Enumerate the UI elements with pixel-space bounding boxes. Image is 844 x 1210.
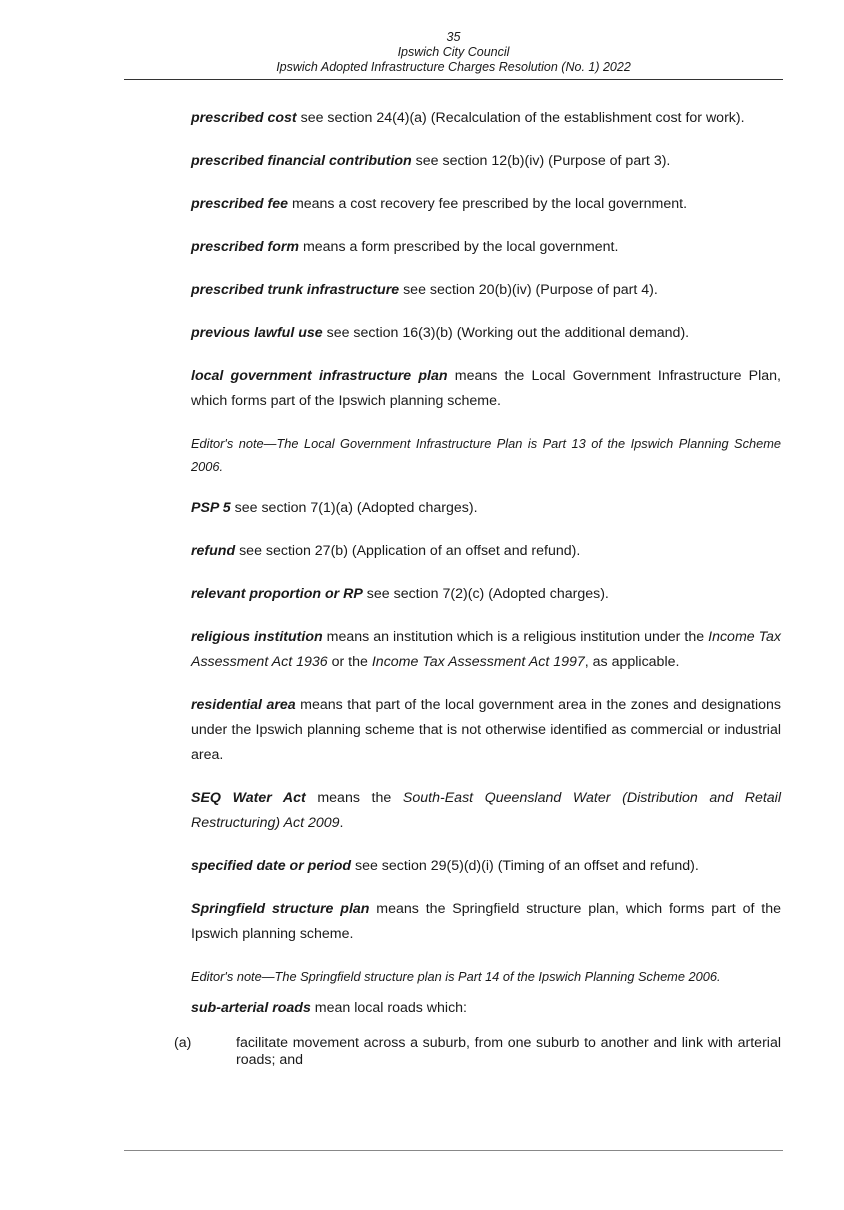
definition-text: means that part of the local government area in the zones and designations under the Ipswich planning scheme that is not otherwise identified as commercial or industrial area.: [191, 697, 781, 763]
list-item-number: (a): [174, 1035, 192, 1051]
definition-text: means an institution which is a religious institution under the: [322, 629, 709, 645]
definition-prescribed-fee: [191, 192, 781, 217]
definition-term: prescribed cost: [191, 110, 297, 126]
definitions-section: [174, 106, 782, 1069]
definition-psp5: [191, 496, 781, 521]
definition-term: prescribed fee: [191, 196, 288, 212]
list-item-text: facilitate movement across a suburb, from one suburb to another and link with arterial roads; and: [236, 1035, 781, 1068]
definition-term: SEQ Water Act: [191, 790, 306, 806]
definition-sub-arterial-roads: [191, 996, 781, 1021]
header-divider: [124, 79, 783, 80]
definition-term: prescribed financial contribution: [191, 153, 412, 169]
definition-prescribed-trunk-infrastructure: [191, 278, 781, 303]
definition-text: , as applicable.: [584, 654, 680, 670]
definition-term: residential area: [191, 697, 296, 713]
header-organisation: Ipswich City Council: [397, 45, 510, 59]
editors-note-lgip: Editor's note—The Local Government Infrastructure Plan is Part 13 of the Ipswich Planning Scheme 2006.: [191, 436, 781, 474]
definition-religious-institution: [191, 625, 781, 675]
definition-text: see section 16(3)(b) (Working out the additional demand).: [322, 325, 690, 341]
definition-text: see section 7(2)(c) (Adopted charges).: [362, 586, 609, 602]
definition-term: specified date or period: [191, 858, 352, 874]
definition-text: see section 24(4)(a) (Recalculation of the establishment cost for work).: [296, 110, 745, 126]
definition-term: religious institution: [191, 629, 323, 645]
list-item: [174, 1035, 781, 1069]
definition-text: means the: [305, 790, 403, 806]
definition-term: sub-arterial roads: [191, 1000, 311, 1016]
definition-prescribed-form: [191, 235, 781, 260]
header-document-title: Ipswich Adopted Infrastructure Charges Resolution (No. 1) 2022: [276, 60, 631, 74]
definition-residential-area: [191, 693, 781, 768]
definition-text: or the: [327, 654, 372, 670]
definition-previous-lawful-use: [191, 321, 781, 346]
definition-term: relevant proportion or RP: [191, 586, 363, 602]
definition-text: mean local roads which:: [310, 1000, 467, 1016]
definition-relevant-proportion: [191, 582, 781, 607]
definition-specified-date: [191, 854, 781, 879]
definition-prescribed-cost: [191, 106, 781, 131]
definition-text: see section 12(b)(iv) (Purpose of part 3).: [411, 153, 671, 169]
page-header: [124, 30, 783, 75]
definition-text: means the Local Government Infrastructure Plan, which forms part of the Ipswich planning scheme.: [191, 368, 782, 409]
definition-term: Springfield structure plan: [191, 901, 370, 917]
definition-text: see section 27(b) (Application of an offset and refund).: [235, 543, 581, 559]
definition-text: see section 7(1)(a) (Adopted charges).: [230, 500, 478, 516]
definition-text: see section 20(b)(iv) (Purpose of part 4).: [399, 282, 658, 298]
definition-text: .: [339, 815, 344, 831]
definition-seq-water-act: [191, 786, 781, 836]
definition-refund: [191, 539, 781, 564]
definition-text: means a cost recovery fee prescribed by the local government.: [288, 196, 688, 212]
editors-note-springfield: Editor's note—The Springfield structure plan is Part 14 of the Ipswich Planning Scheme 2006.: [191, 969, 721, 984]
act-title: South-East Queensland Water (Distribution and Retail Restructuring) Act 2009: [191, 790, 781, 831]
definition-term: previous lawful use: [191, 325, 323, 341]
definition-term: prescribed form: [191, 239, 300, 255]
page-number: 35: [446, 30, 461, 44]
definition-text: means a form prescribed by the local government.: [299, 239, 619, 255]
definition-term: local government infrastructure plan: [191, 368, 448, 384]
definition-local-government-infrastructure-plan: [191, 364, 781, 414]
definition-text: see section 29(5)(d)(i) (Timing of an offset and refund).: [351, 858, 699, 874]
act-title: Income Tax Assessment Act 1997: [371, 654, 585, 670]
definition-term: refund: [191, 543, 236, 559]
act-title: Income Tax Assessment Act 1936: [191, 629, 781, 670]
definition-text: means the Springfield structure plan, which forms part of the Ipswich planning scheme.: [191, 901, 781, 942]
footer-divider: [124, 1150, 783, 1151]
definition-prescribed-financial-contribution: [191, 149, 781, 174]
definition-term: PSP 5: [191, 500, 231, 516]
definition-term: prescribed trunk infrastructure: [191, 282, 400, 298]
definition-springfield-structure-plan: [191, 897, 781, 947]
